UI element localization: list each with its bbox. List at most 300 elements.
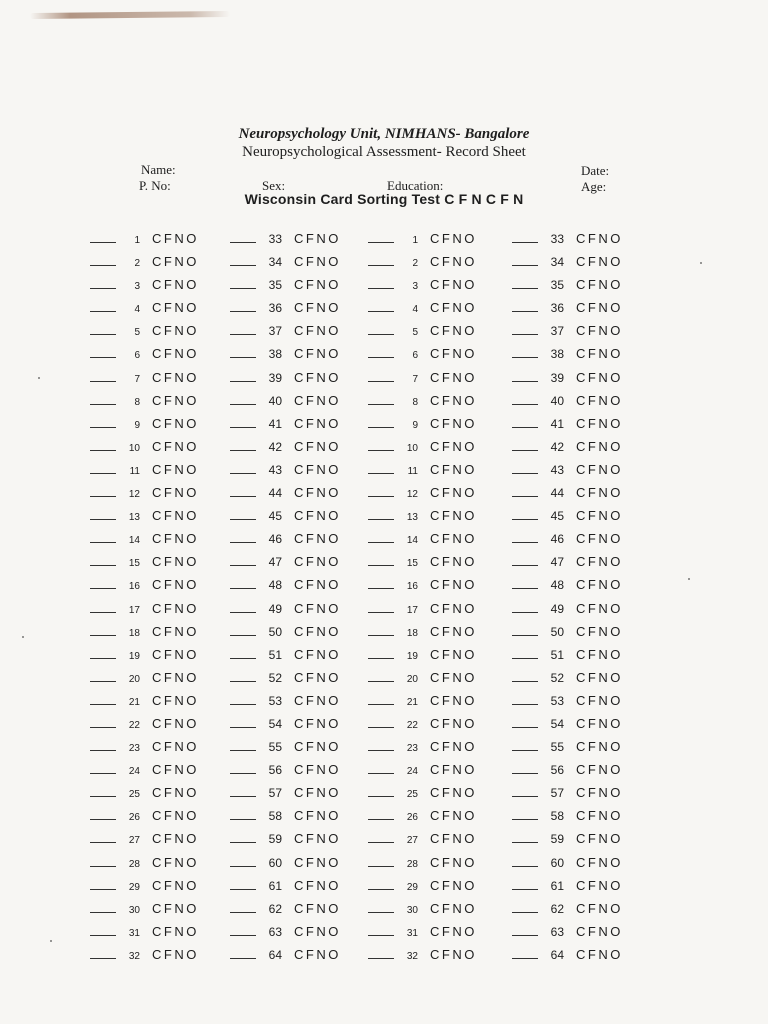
answer-blank[interactable] [90,415,116,428]
trial-number: 15 [128,558,140,570]
response-options: CFNO [576,254,623,270]
trial-number: 2 [134,258,140,270]
answer-blank[interactable] [512,438,538,451]
response-row [368,229,477,252]
response-row [90,945,199,968]
answer-blank[interactable] [368,461,394,474]
answer-blank[interactable] [368,784,394,797]
answer-blank[interactable] [512,830,538,843]
answer-blank[interactable] [512,623,538,636]
answer-blank[interactable] [230,646,256,659]
response-options: CFNO [576,461,623,477]
answer-blank[interactable] [90,322,116,335]
response-row [368,506,477,529]
response-row [230,829,341,852]
answer-blank[interactable] [512,530,538,543]
response-row [230,853,341,876]
trial-number: 30 [128,904,140,916]
answer-blank[interactable] [512,738,538,751]
response-options: CFNO [152,438,199,454]
trial-number: 39 [268,370,282,385]
trial-number: 19 [406,650,418,662]
answer-blank[interactable] [368,600,394,613]
answer-blank[interactable] [512,946,538,959]
answer-blank[interactable] [90,784,116,797]
answer-blank[interactable] [230,854,256,867]
answer-blank[interactable] [230,738,256,751]
response-row [368,321,477,344]
answer-blank[interactable] [368,507,394,520]
response-row [368,806,477,829]
response-options: CFNO [576,346,623,362]
answer-blank[interactable] [230,484,256,497]
response-options: CFNO [430,762,477,778]
response-row [368,252,477,275]
response-options: CFNO [294,531,341,547]
response-row [90,275,199,298]
response-options: CFNO [294,946,341,962]
answer-blank[interactable] [230,807,256,820]
answer-blank[interactable] [230,623,256,636]
trial-number: 58 [550,809,564,824]
answer-blank[interactable] [90,230,116,243]
answer-blank[interactable] [512,369,538,382]
answer-blank[interactable] [230,322,256,335]
answer-blank[interactable] [230,553,256,566]
trial-number: 18 [128,627,140,639]
answer-blank[interactable] [230,576,256,589]
response-row [512,275,623,298]
answer-blank[interactable] [368,807,394,820]
answer-blank[interactable] [368,877,394,890]
response-options: CFNO [152,554,199,570]
answer-blank[interactable] [90,923,116,936]
answer-blank[interactable] [230,669,256,682]
answer-blank[interactable] [368,576,394,589]
answer-blank[interactable] [368,415,394,428]
trial-number: 37 [268,324,282,339]
response-row [230,783,341,806]
trial-number: 5 [134,327,140,339]
response-row [368,368,477,391]
answer-blank[interactable] [90,484,116,497]
trial-number: 16 [406,581,418,593]
answer-blank[interactable] [230,461,256,474]
response-row [512,853,623,876]
answer-blank[interactable] [230,715,256,728]
trial-number: 36 [268,301,282,316]
trial-number: 24 [128,766,140,778]
sex-label: Sex: [262,178,286,193]
trial-number: 50 [268,624,282,639]
response-row [90,783,199,806]
answer-blank[interactable] [512,692,538,705]
answer-blank[interactable] [512,461,538,474]
response-row [230,483,341,506]
response-options: CFNO [152,877,199,893]
paper-speck [688,578,690,580]
answer-blank[interactable] [368,253,394,266]
response-row [512,506,623,529]
trial-number: 36 [550,301,564,316]
response-row [512,760,623,783]
response-row [230,714,341,737]
answer-blank[interactable] [230,784,256,797]
response-options: CFNO [576,946,623,962]
answer-blank[interactable] [368,230,394,243]
answer-blank[interactable] [368,738,394,751]
response-row [512,645,623,668]
answer-blank[interactable] [90,253,116,266]
response-options: CFNO [430,785,477,801]
response-options: CFNO [576,623,623,639]
answer-blank[interactable] [90,692,116,705]
trial-number: 27 [128,835,140,847]
response-options: CFNO [294,508,341,524]
answer-blank[interactable] [90,646,116,659]
response-options: CFNO [576,923,623,939]
answer-blank[interactable] [368,692,394,705]
response-options: CFNO [576,392,623,408]
answer-blank[interactable] [512,784,538,797]
answer-blank[interactable] [90,438,116,451]
answer-blank[interactable] [90,392,116,405]
trial-number: 23 [406,743,418,755]
response-row [368,344,477,367]
response-options: CFNO [152,785,199,801]
trial-number: 29 [128,881,140,893]
response-row [230,876,341,899]
trial-number: 48 [268,578,282,593]
response-options: CFNO [430,254,477,270]
response-row [230,922,341,945]
response-options: CFNO [152,900,199,916]
answer-blank[interactable] [512,600,538,613]
response-row [512,344,623,367]
answer-blank[interactable] [368,854,394,867]
paper-edge-mark [30,11,230,19]
response-row [90,506,199,529]
trial-number: 22 [406,719,418,731]
response-options: CFNO [294,762,341,778]
answer-blank[interactable] [368,369,394,382]
trial-number: 60 [268,855,282,870]
response-row [230,645,341,668]
answer-blank[interactable] [368,484,394,497]
trial-number: 6 [412,350,418,362]
response-row [230,321,341,344]
answer-blank[interactable] [90,877,116,890]
answer-blank[interactable] [368,946,394,959]
trial-number: 51 [550,647,564,662]
trial-number: 25 [128,789,140,801]
response-row [90,876,199,899]
trial-number: 30 [406,904,418,916]
date-label: Date: [581,163,610,178]
trial-number: 34 [268,255,282,270]
response-options: CFNO [152,808,199,824]
response-options: CFNO [294,485,341,501]
trial-number: 33 [268,232,282,246]
response-row [90,806,199,829]
answer-blank[interactable] [90,946,116,959]
response-row [368,853,477,876]
answer-blank[interactable] [368,345,394,358]
trial-number: 12 [406,489,418,501]
response-options: CFNO [576,369,623,385]
answer-blank[interactable] [368,646,394,659]
answer-blank[interactable] [368,830,394,843]
response-row [512,806,623,829]
answer-blank[interactable] [368,438,394,451]
answer-blank[interactable] [512,923,538,936]
answer-blank[interactable] [230,369,256,382]
response-options: CFNO [294,231,341,246]
response-row [368,783,477,806]
response-row [512,437,623,460]
answer-blank[interactable] [230,392,256,405]
response-options: CFNO [576,646,623,662]
response-options: CFNO [576,485,623,501]
trial-number: 62 [550,901,564,916]
response-row [90,691,199,714]
answer-blank[interactable] [230,299,256,312]
trial-number: 63 [550,924,564,939]
answer-blank[interactable] [512,854,538,867]
answer-blank[interactable] [368,530,394,543]
answer-blank[interactable] [230,253,256,266]
response-row [230,668,341,691]
answer-blank[interactable] [230,761,256,774]
answer-blank[interactable] [512,299,538,312]
answer-blank[interactable] [90,461,116,474]
response-row [368,760,477,783]
response-options: CFNO [294,415,341,431]
answer-blank[interactable] [512,807,538,820]
response-options: CFNO [430,831,477,847]
trial-number: 39 [550,370,564,385]
answer-blank[interactable] [90,369,116,382]
response-row [230,391,341,414]
answer-blank[interactable] [230,923,256,936]
response-column-4 [512,229,623,968]
answer-blank[interactable] [512,415,538,428]
answer-blank[interactable] [90,669,116,682]
response-row [230,298,341,321]
response-options: CFNO [576,600,623,616]
response-options: CFNO [430,577,477,593]
response-row [90,922,199,945]
trial-number: 46 [268,532,282,547]
trial-number: 21 [128,696,140,708]
answer-blank[interactable] [90,299,116,312]
trial-number: 16 [128,581,140,593]
response-row [368,829,477,852]
response-options: CFNO [430,623,477,639]
response-row [230,945,341,968]
response-options: CFNO [294,277,341,293]
response-options: CFNO [294,623,341,639]
response-options: CFNO [152,231,199,246]
answer-blank[interactable] [368,923,394,936]
response-row [512,829,623,852]
trial-number: 13 [128,512,140,524]
trial-number: 3 [412,281,418,293]
answer-blank[interactable] [230,230,256,243]
response-row [90,575,199,598]
trial-number: 64 [550,947,564,962]
answer-blank[interactable] [230,276,256,289]
answer-blank[interactable] [368,299,394,312]
paper-speck [700,262,702,264]
response-options: CFNO [576,300,623,316]
answer-blank[interactable] [368,669,394,682]
response-options: CFNO [576,438,623,454]
trial-number: 32 [128,950,140,962]
response-options: CFNO [152,577,199,593]
trial-number: 1 [134,235,140,246]
response-options: CFNO [294,392,341,408]
answer-blank[interactable] [90,276,116,289]
response-row [90,460,199,483]
pno-label: P. No: [139,178,171,193]
answer-blank[interactable] [230,415,256,428]
answer-blank[interactable] [512,392,538,405]
answer-blank[interactable] [230,600,256,613]
response-row [230,414,341,437]
trial-number: 54 [268,716,282,731]
answer-blank[interactable] [90,507,116,520]
answer-blank[interactable] [512,715,538,728]
answer-blank[interactable] [230,438,256,451]
answer-blank[interactable] [90,576,116,589]
answer-blank[interactable] [230,946,256,959]
response-options: CFNO [152,831,199,847]
answer-blank[interactable] [512,507,538,520]
answer-blank[interactable] [368,900,394,913]
response-options: CFNO [152,646,199,662]
response-options: CFNO [294,692,341,708]
answer-blank[interactable] [512,322,538,335]
answer-blank[interactable] [90,600,116,613]
answer-blank[interactable] [368,623,394,636]
response-options: CFNO [294,300,341,316]
response-row [368,414,477,437]
trial-number: 53 [550,693,564,708]
answer-blank[interactable] [90,830,116,843]
response-options: CFNO [430,461,477,477]
response-row [512,668,623,691]
trial-number: 58 [268,809,282,824]
trial-number: 50 [550,624,564,639]
response-row [230,437,341,460]
trial-number: 42 [268,439,282,454]
trial-number: 59 [268,832,282,847]
answer-blank[interactable] [368,553,394,566]
answer-blank[interactable] [90,623,116,636]
answer-blank[interactable] [90,854,116,867]
answer-blank[interactable] [90,553,116,566]
answer-blank[interactable] [512,576,538,589]
trial-number: 7 [412,373,418,385]
trial-number: 35 [268,278,282,293]
response-row [512,368,623,391]
trial-number: 10 [128,442,140,454]
response-row [512,460,623,483]
response-options: CFNO [576,323,623,339]
trial-number: 43 [550,462,564,477]
answer-blank[interactable] [512,345,538,358]
response-row [512,529,623,552]
sheet-heading: Neuropsychological Assessment- Record Sheet [242,144,526,160]
answer-blank[interactable] [368,392,394,405]
answer-blank[interactable] [230,345,256,358]
answer-blank[interactable] [90,761,116,774]
answer-blank[interactable] [512,877,538,890]
answer-blank[interactable] [230,900,256,913]
answer-blank[interactable] [512,484,538,497]
trial-number: 21 [406,696,418,708]
response-options: CFNO [152,715,199,731]
trial-number: 44 [550,486,564,501]
answer-blank[interactable] [368,715,394,728]
response-row [90,368,199,391]
response-row [230,275,341,298]
answer-blank[interactable] [368,276,394,289]
response-row [90,344,199,367]
answer-blank[interactable] [230,830,256,843]
response-options: CFNO [152,623,199,639]
trial-number: 23 [128,743,140,755]
answer-blank[interactable] [512,230,538,243]
answer-blank[interactable] [512,553,538,566]
trial-number: 52 [268,670,282,685]
answer-blank[interactable] [90,715,116,728]
response-row [90,229,199,252]
answer-blank[interactable] [90,530,116,543]
trial-number: 33 [550,232,564,246]
answer-blank[interactable] [90,738,116,751]
response-options: CFNO [294,254,341,270]
response-options: CFNO [430,415,477,431]
trial-number: 7 [134,373,140,385]
response-row [230,806,341,829]
answer-blank[interactable] [230,692,256,705]
answer-blank[interactable] [512,761,538,774]
answer-blank[interactable] [90,900,116,913]
response-row [90,552,199,575]
response-row [368,668,477,691]
response-options: CFNO [294,669,341,685]
answer-blank[interactable] [512,669,538,682]
answer-blank[interactable] [90,807,116,820]
answer-blank[interactable] [368,322,394,335]
answer-blank[interactable] [512,900,538,913]
response-options: CFNO [294,600,341,616]
answer-blank[interactable] [512,646,538,659]
answer-blank[interactable] [90,345,116,358]
answer-blank[interactable] [230,530,256,543]
response-options: CFNO [576,808,623,824]
answer-blank[interactable] [230,877,256,890]
answer-blank[interactable] [230,507,256,520]
answer-blank[interactable] [368,761,394,774]
answer-blank[interactable] [512,276,538,289]
trial-number: 63 [268,924,282,939]
response-row [230,368,341,391]
answer-blank[interactable] [512,253,538,266]
response-row [512,414,623,437]
